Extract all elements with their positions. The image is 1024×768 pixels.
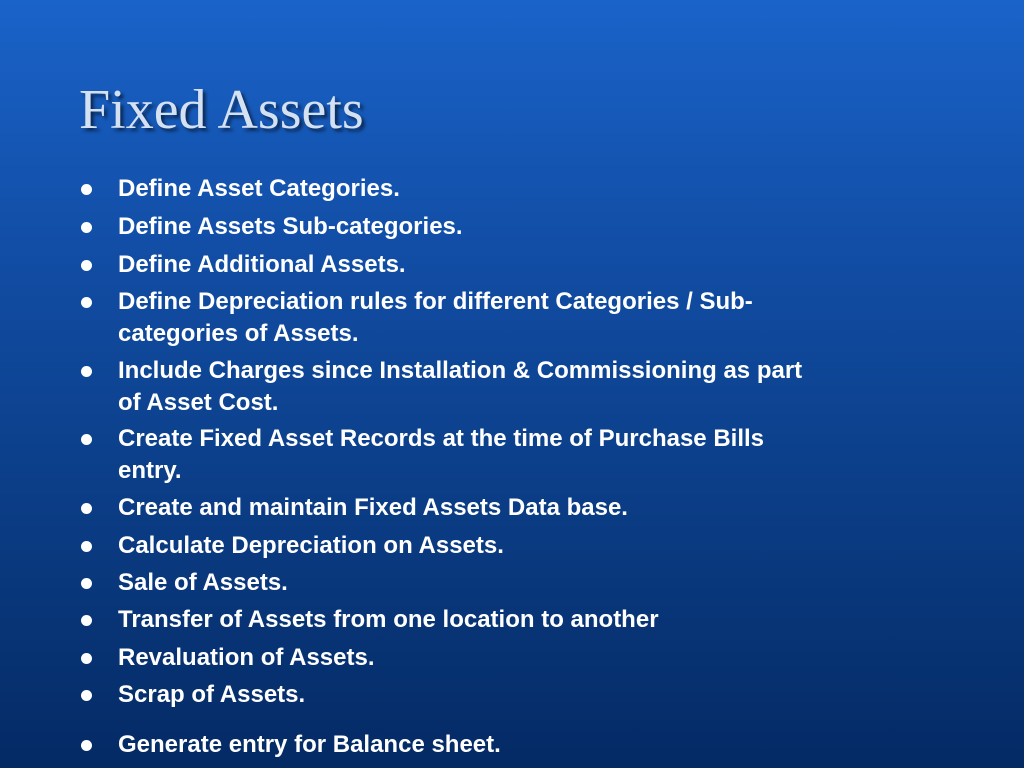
bullet-item (118, 604, 948, 636)
bullet-item (118, 530, 948, 562)
bullet-dot-icon (81, 434, 92, 445)
bullet-item (118, 286, 948, 350)
bullet-text: Define Additional Assets. (118, 251, 406, 278)
bullet-item (118, 355, 948, 419)
bullet-item (118, 211, 948, 243)
slide-title: Fixed Assets (79, 79, 364, 141)
bullet-dot-icon (81, 503, 92, 514)
bullet-text: Calculate Depreciation on Assets. (118, 532, 504, 559)
bullet-text: Transfer of Assets from one location to another (118, 606, 659, 633)
bullet-item (118, 173, 948, 205)
bullet-text: Define Assets Sub-categories. (118, 213, 463, 240)
bullet-dot-icon (81, 222, 92, 233)
bullet-text: Define Asset Categories. (118, 175, 400, 202)
bullet-item (118, 492, 948, 524)
bullet-dot-icon (81, 615, 92, 626)
bullet-text: entry. (118, 457, 182, 484)
bullet-dot-icon (81, 578, 92, 589)
bullet-text: Create and maintain Fixed Assets Data base. (118, 494, 628, 521)
bullet-dot-icon (81, 690, 92, 701)
bullet-dot-icon (81, 740, 92, 751)
bullet-dot-icon (81, 366, 92, 377)
bullet-text: of Asset Cost. (118, 389, 279, 416)
bullet-dot-icon (81, 541, 92, 552)
bullet-dot-icon (81, 297, 92, 308)
bullet-dot-icon (81, 260, 92, 271)
bullet-text: Scrap of Assets. (118, 681, 306, 708)
bullet-dot-icon (81, 184, 92, 195)
bullet-text: categories of Assets. (118, 320, 359, 347)
bullet-item (118, 642, 948, 674)
bullet-text: Create Fixed Asset Records at the time of Purchase Bills (118, 425, 764, 452)
bullet-item (118, 679, 948, 711)
bullet-item (118, 567, 948, 599)
bullet-text: Generate entry for Balance sheet. (118, 731, 501, 758)
bullet-text: Define Depreciation rules for different Categories / Sub- (118, 288, 753, 315)
bullet-text: Include Charges since Installation & Commissioning as part (118, 357, 803, 384)
bullet-text: Revaluation of Assets. (118, 644, 375, 671)
bullet-dot-icon (81, 653, 92, 664)
bullet-item (118, 249, 948, 281)
bullet-item (118, 423, 948, 487)
bullet-text: Sale of Assets. (118, 569, 288, 596)
bullet-item (118, 729, 948, 761)
